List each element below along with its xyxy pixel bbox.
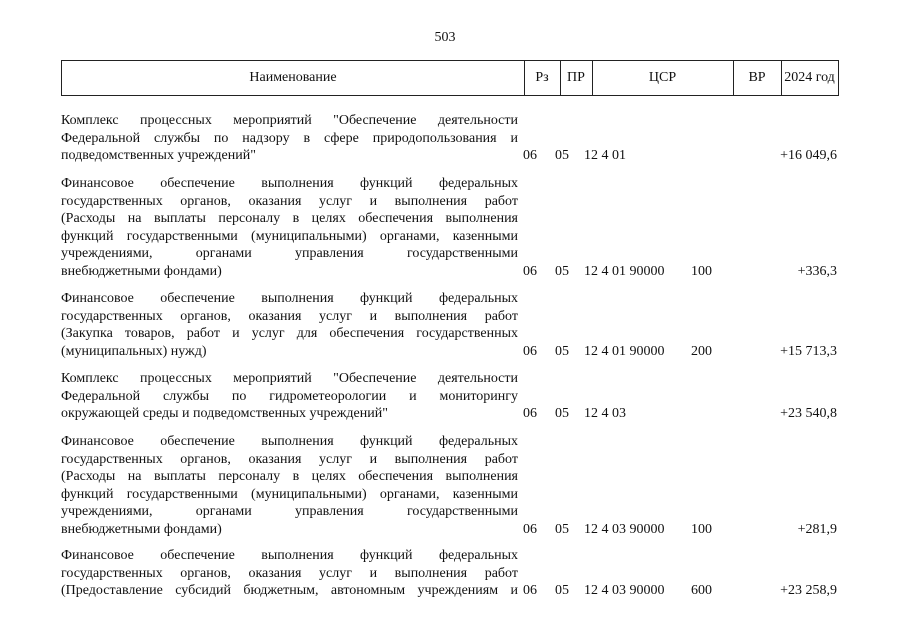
row-vr: 100 bbox=[691, 263, 712, 279]
row-name-line: (Расходы на выплаты персоналу в целях обеспечения выполнения bbox=[61, 211, 518, 226]
row-name bbox=[61, 112, 518, 165]
row-name bbox=[61, 547, 518, 600]
row-name-line: государственных органов, оказания услуг и выполнения работ bbox=[61, 193, 518, 209]
row-name-line: (Предоставление субсидий бюджетным, автономным учреждениям и bbox=[61, 583, 518, 598]
row-name-line: функций государственными (муниципальными) органами, казенными bbox=[61, 486, 518, 502]
row-rz: 06 bbox=[523, 406, 537, 421]
row-pr: 05 bbox=[555, 583, 569, 598]
header-name: Наименование bbox=[62, 61, 525, 95]
row-name bbox=[61, 290, 518, 360]
row-rz: 06 bbox=[523, 521, 537, 537]
header-pr: ПР bbox=[560, 61, 593, 95]
row-pr: 05 bbox=[555, 263, 569, 279]
row-name-line: учреждениями, органами управления государственными bbox=[61, 246, 518, 261]
row-rz: 06 bbox=[523, 343, 537, 359]
row-amount: +15 713,3 bbox=[780, 343, 837, 359]
row-amount: +336,3 bbox=[797, 263, 837, 279]
row-name-line: Федеральной службы по надзору в сфере природопользования и bbox=[61, 130, 518, 146]
row-amount: +281,9 bbox=[797, 521, 837, 537]
row-pr: 05 bbox=[555, 148, 569, 163]
row-vr: 200 bbox=[691, 343, 712, 359]
row-name-line: государственных органов, оказания услуг и выполнения работ bbox=[61, 565, 518, 581]
page-number: 503 bbox=[434, 30, 456, 45]
row-csr: 12 4 03 90000 bbox=[584, 583, 665, 598]
row-name-line: учреждениями, органами управления государственными bbox=[61, 504, 518, 519]
row-vr: 600 bbox=[691, 583, 712, 598]
row-amount: +16 049,6 bbox=[780, 148, 837, 163]
row-name bbox=[61, 175, 518, 280]
row-amount: +23 540,8 bbox=[780, 406, 837, 421]
row-amount: +23 258,9 bbox=[780, 583, 837, 598]
header-year: 2024 год bbox=[784, 70, 835, 85]
row-name bbox=[61, 433, 518, 538]
row-name-line: Комплекс процессных мероприятий "Обеспечение деятельности bbox=[61, 371, 518, 386]
row-csr: 12 4 01 90000 bbox=[584, 263, 665, 279]
row-vr: 100 bbox=[691, 521, 712, 537]
row-pr: 05 bbox=[555, 343, 569, 359]
header-csr: ЦСР bbox=[592, 61, 734, 95]
row-name-line: (Расходы на выплаты персоналу в целях обеспечения выполнения bbox=[61, 469, 518, 484]
row-name-line: Финансовое обеспечение выполнения функций федеральных bbox=[61, 291, 518, 306]
row-name-line: Финансовое обеспечение выполнения функций федеральных bbox=[61, 548, 518, 563]
row-name-line: государственных органов, оказания услуг и выполнения работ bbox=[61, 308, 518, 324]
row-name bbox=[61, 370, 518, 423]
row-name-line: государственных органов, оказания услуг и выполнения работ bbox=[61, 451, 518, 467]
table-header bbox=[61, 60, 839, 96]
header-vr: ВР bbox=[733, 61, 782, 95]
row-name-line: (муниципальных) нужд) bbox=[61, 343, 207, 359]
row-rz: 06 bbox=[523, 263, 537, 279]
row-rz: 06 bbox=[523, 583, 537, 598]
row-name-line: Финансовое обеспечение выполнения функций федеральных bbox=[61, 176, 518, 191]
row-csr: 12 4 01 90000 bbox=[584, 343, 665, 359]
row-name-line: (Закупка товаров, работ и услуг для обеспечения государственных bbox=[61, 326, 518, 341]
row-name-line: Федеральной службы по гидрометеорологии и мониторингу bbox=[61, 388, 518, 404]
row-name-line: внебюджетными фондами) bbox=[61, 521, 222, 537]
row-rz: 06 bbox=[523, 148, 537, 163]
row-name-line: Финансовое обеспечение выполнения функций федеральных bbox=[61, 434, 518, 449]
header-rz: Рз bbox=[524, 61, 561, 95]
row-name-line: Комплекс процессных мероприятий "Обеспечение деятельности bbox=[61, 113, 518, 128]
row-csr: 12 4 01 bbox=[584, 148, 626, 163]
row-name-line: внебюджетными фондами) bbox=[61, 263, 222, 279]
row-csr: 12 4 03 bbox=[584, 406, 626, 421]
row-name-line: окружающей среды и подведомственных учреждений" bbox=[61, 406, 388, 421]
row-csr: 12 4 03 90000 bbox=[584, 521, 665, 537]
row-pr: 05 bbox=[555, 521, 569, 537]
row-name-line: подведомственных учреждений" bbox=[61, 148, 256, 163]
row-pr: 05 bbox=[555, 406, 569, 421]
row-name-line: функций государственными (муниципальными) органами, казенными bbox=[61, 228, 518, 244]
